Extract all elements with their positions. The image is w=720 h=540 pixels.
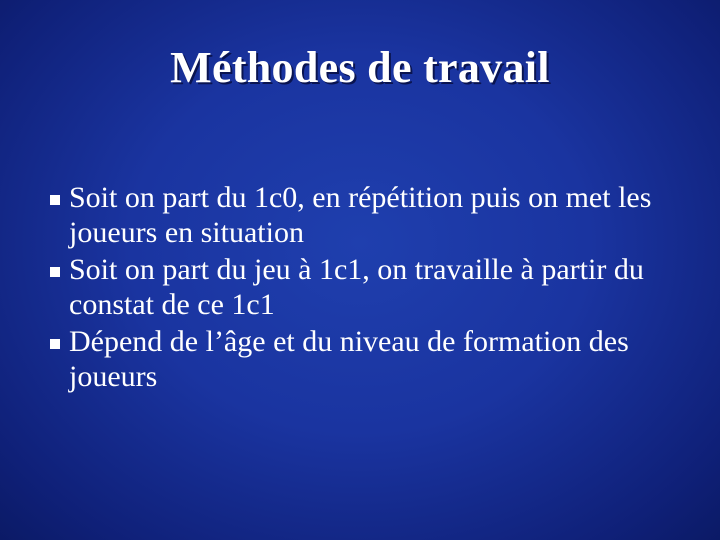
square-bullet-icon — [50, 267, 60, 277]
bullet-text: Soit on part du 1c0, en répétition puis on met les joueurs en situation — [69, 181, 652, 249]
square-bullet-icon — [50, 339, 60, 349]
bullet-list — [50, 180, 690, 396]
slide-title: Méthodes de travail — [170, 43, 550, 92]
bullet-text: Dépend de l’âge et du niveau de formation des joueurs — [69, 325, 629, 393]
bullet-item — [50, 252, 690, 322]
bullet-text: Soit on part du jeu à 1c1, on travaille à partir du constat de ce 1c1 — [69, 253, 644, 321]
square-bullet-icon — [50, 195, 60, 205]
bullet-item — [50, 180, 690, 250]
bullet-item — [50, 324, 690, 394]
